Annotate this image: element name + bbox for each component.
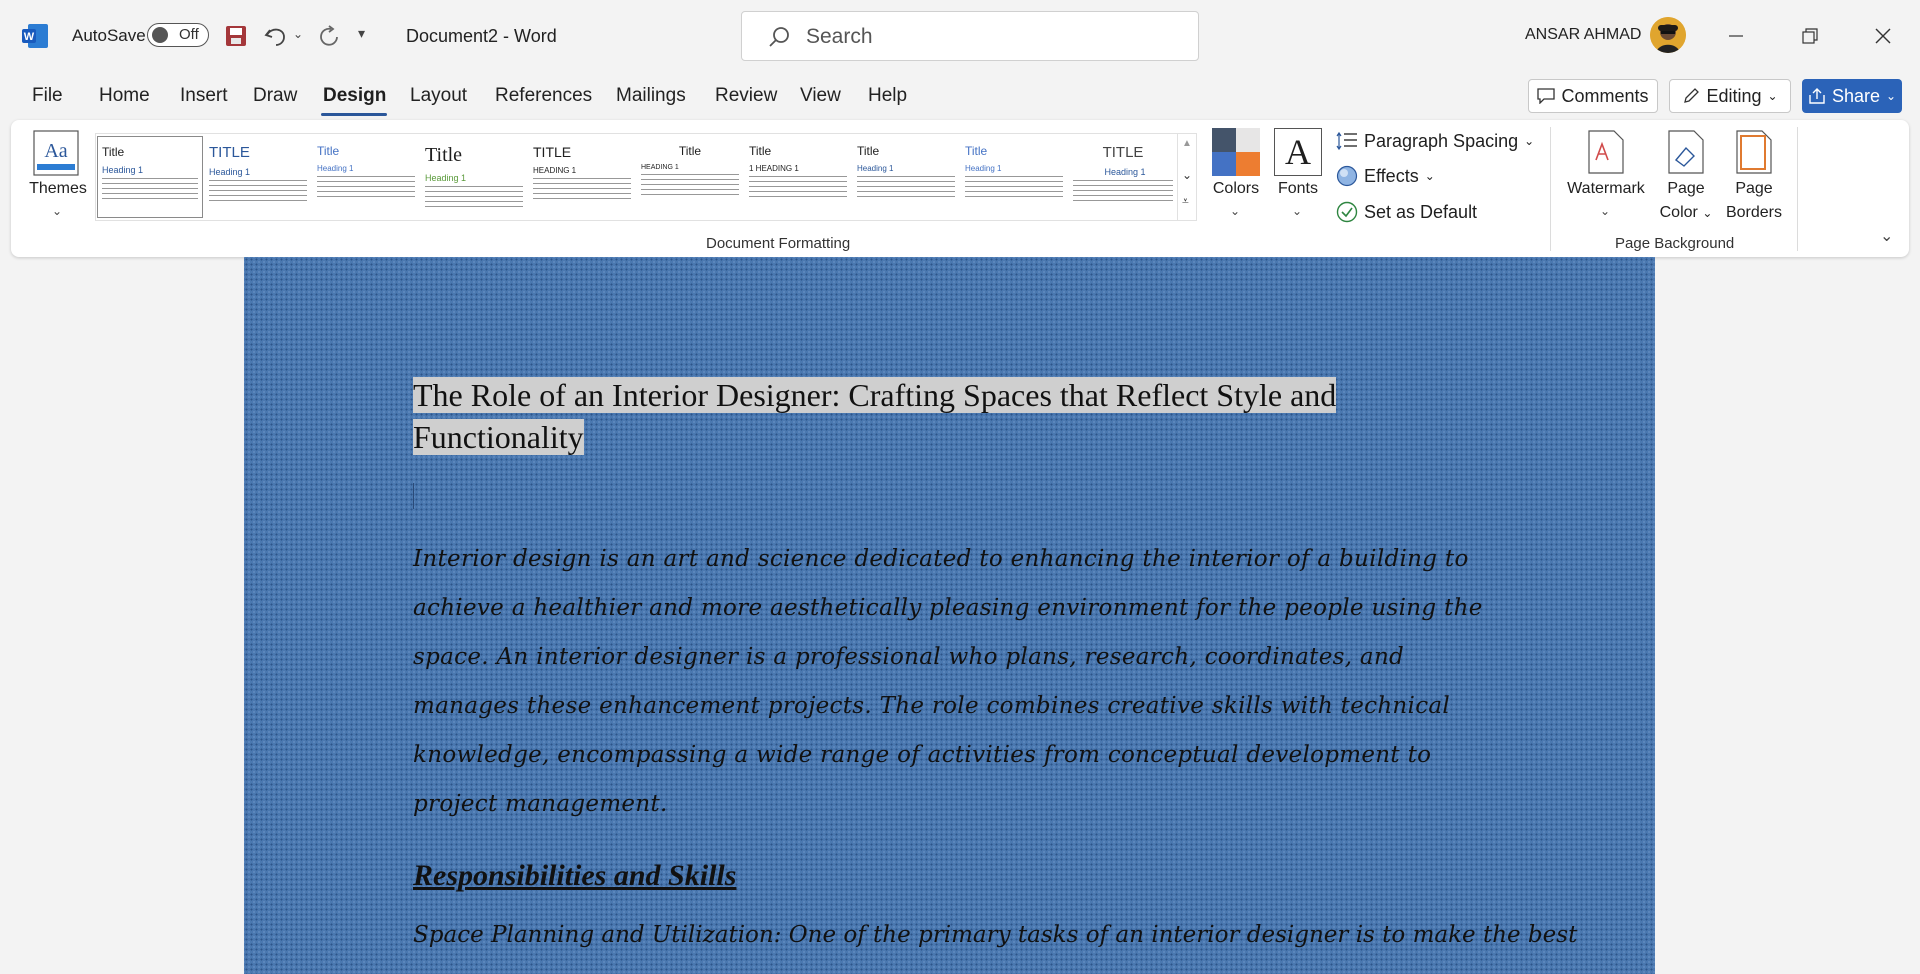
gallery-scrollbar[interactable] (1177, 134, 1198, 220)
group-divider (1550, 127, 1551, 251)
style-set-item[interactable]: TITLE HEADING 1 (529, 136, 635, 218)
chevron-down-icon: ⌄ (1702, 206, 1713, 220)
search-box[interactable] (741, 11, 1199, 61)
menu-insert[interactable]: Insert (180, 85, 228, 106)
autosave-state: Off (179, 26, 199, 43)
effects-label: Effects (1364, 165, 1419, 186)
menu-review[interactable]: Review (715, 85, 778, 106)
text-cursor (413, 483, 414, 509)
user-name[interactable]: ANSAR AHMAD (1525, 26, 1642, 43)
themes-button[interactable] (22, 126, 94, 226)
restore-button[interactable] (1780, 0, 1840, 72)
style-set-item[interactable]: Title HEADING 1 (637, 136, 743, 218)
word-logo-icon (22, 24, 48, 48)
share-button[interactable] (1802, 79, 1902, 113)
page-color-label-1: Page (1667, 180, 1705, 197)
document-heading[interactable]: Responsibilities and Skills (413, 859, 737, 892)
editing-label: Editing (1706, 85, 1762, 106)
gallery-scroll-up-icon[interactable]: ▲ (1182, 138, 1192, 149)
chevron-down-icon: ⌄ (1767, 89, 1778, 103)
set-as-default-button[interactable] (1336, 199, 1477, 225)
style-set-item[interactable]: Title 1 HEADING 1 (745, 136, 851, 218)
close-button[interactable] (1853, 0, 1913, 72)
colors-icon (1212, 128, 1260, 176)
themes-label: Themes (29, 180, 87, 197)
menu-file[interactable]: File (32, 85, 63, 106)
svg-text:W: W (23, 31, 35, 43)
paragraph-spacing-button[interactable] (1336, 128, 1534, 154)
chevron-down-icon: ⌄ (1524, 134, 1535, 148)
save-icon[interactable] (225, 25, 247, 47)
menu-view[interactable]: View (800, 85, 841, 106)
effects-button[interactable] (1336, 163, 1435, 189)
document-page[interactable] (244, 257, 1655, 974)
autosave-toggle[interactable] (147, 23, 209, 47)
chevron-down-icon: ⌄ (52, 204, 63, 218)
page-borders-label-1: Page (1735, 180, 1773, 197)
menu-home[interactable]: Home (99, 85, 150, 106)
checkmark-icon (1336, 201, 1358, 223)
close-icon (1874, 27, 1892, 45)
group-divider (1797, 127, 1798, 251)
gallery-scroll-down-icon[interactable]: ⌄ (1182, 168, 1193, 182)
style-set-item[interactable]: Title Heading 1 (313, 136, 419, 218)
menu-design[interactable]: Design (323, 85, 387, 106)
chevron-down-icon: ⌄ (1600, 204, 1611, 218)
gallery-more-icon[interactable]: ⩡ (1182, 194, 1189, 208)
redo-icon[interactable] (316, 24, 342, 50)
paragraph-spacing-label: Paragraph Spacing (1364, 130, 1519, 151)
minimize-icon (1728, 28, 1744, 44)
comments-label: Comments (1561, 85, 1649, 106)
style-set-item[interactable]: TITLE Heading 1 (1069, 136, 1177, 218)
themes-icon (33, 130, 79, 176)
paragraph-spacing-icon (1336, 131, 1358, 151)
style-set-item[interactable]: Title Heading 1 (97, 136, 203, 218)
page-borders-button[interactable] (1720, 126, 1788, 226)
undo-dropdown-icon[interactable]: ⌄ (293, 27, 304, 41)
svg-text:Aa: Aa (44, 140, 68, 162)
chevron-down-icon: ⌄ (1885, 89, 1897, 103)
document-paragraph-2[interactable]: Space Planning and Utilization: One of the primary tasks of an interior designer is to make the best (413, 922, 1578, 948)
menu-help[interactable]: Help (868, 85, 908, 106)
set-as-default-label: Set as Default (1364, 201, 1478, 222)
menu-layout[interactable]: Layout (410, 85, 468, 106)
menu-mailings[interactable]: Mailings (616, 85, 686, 106)
document-title-text[interactable]: The Role of an Interior Designer: Crafting Spaces that Reflect Style and Functionality (413, 377, 1337, 455)
share-icon (1808, 87, 1826, 105)
document-title: Document2 - Word (406, 26, 557, 46)
search-icon (768, 26, 790, 48)
search-placeholder: Search (806, 25, 873, 48)
fonts-icon: A (1274, 128, 1322, 176)
active-tab-indicator (321, 113, 387, 116)
comments-button[interactable] (1528, 79, 1658, 113)
document-formatting-group-label: Document Formatting (706, 235, 851, 252)
document-paragraph[interactable]: Interior design is an art and science dedicated to enhancing the interior of a building to achieve a healthier and more aesthetically pleasing environment for the people using the space. An interior designer is a professional who plans, research, coordinates, and manages these enhancement projects. The role combines creative skills with technical knowledge, encompassing a wide range of activities from conceptual development to project management. (413, 546, 1483, 817)
page-borders-label-2: Borders (1725, 204, 1783, 221)
customize-toolbar-icon[interactable]: ▾ (358, 25, 366, 41)
collapse-ribbon-icon[interactable]: ⌄ (1880, 228, 1894, 245)
colors-button[interactable] (1208, 126, 1264, 226)
editing-mode-button[interactable] (1669, 79, 1791, 113)
menu-references[interactable]: References (495, 85, 593, 106)
title-bar (0, 0, 1920, 72)
fonts-label: Fonts (1277, 180, 1318, 197)
restore-icon (1802, 28, 1818, 44)
colors-label: Colors (1212, 180, 1260, 197)
page-color-button[interactable] (1652, 126, 1720, 226)
comment-icon (1537, 88, 1555, 104)
page-borders-icon (1736, 130, 1772, 174)
watermark-button[interactable] (1560, 126, 1652, 226)
style-set-item[interactable]: Title Heading 1 (421, 136, 527, 218)
menu-draw[interactable]: Draw (253, 85, 298, 106)
page-background-group-label: Page Background (1615, 235, 1735, 252)
style-set-gallery[interactable] (95, 133, 1197, 221)
page-color-icon (1668, 130, 1704, 174)
chevron-down-icon: ⌄ (1292, 204, 1303, 218)
watermark-label: Watermark (1567, 180, 1645, 197)
pencil-icon (1682, 87, 1700, 105)
chevron-down-icon: ⌄ (1424, 169, 1435, 183)
autosave-label: AutoSave (72, 26, 146, 45)
avatar[interactable] (1650, 17, 1686, 53)
style-set-item[interactable]: Title Heading 1 (961, 136, 1067, 218)
style-set-item[interactable]: TITLE Heading 1 (205, 136, 311, 218)
fonts-button[interactable] (1270, 126, 1326, 226)
share-label: Share (1831, 85, 1880, 106)
effects-icon (1336, 165, 1358, 187)
undo-icon[interactable] (264, 24, 290, 48)
watermark-icon (1588, 130, 1624, 174)
page-color-label-2: Color ⌄ (1659, 204, 1713, 221)
style-set-item[interactable]: Title Heading 1 (853, 136, 959, 218)
minimize-button[interactable] (1706, 0, 1766, 72)
chevron-down-icon: ⌄ (1230, 204, 1241, 218)
